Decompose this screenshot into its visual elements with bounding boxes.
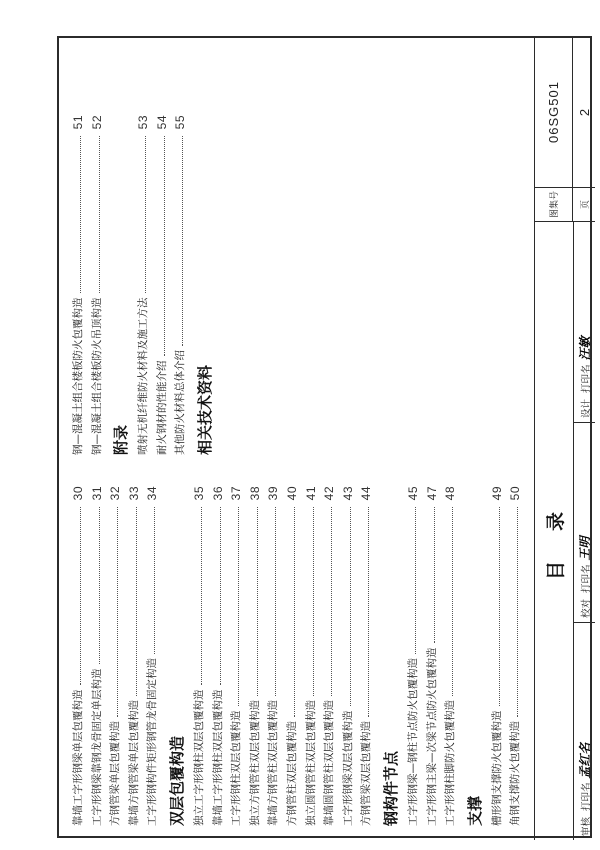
- title-block-right: [535, 37, 595, 222]
- document-title: 目录: [544, 482, 567, 581]
- toc-entry-page: 31: [89, 486, 104, 501]
- toc-entry-label: 钢—混凝土组合楼板防火吊顶构造: [90, 297, 103, 455]
- toc-entry[interactable]: [169, 115, 187, 455]
- toc-entry[interactable]: [86, 486, 104, 826]
- toc-entry-page: 43: [340, 486, 355, 501]
- toc-entry-label: 独立工字形钢柱双层包覆构造: [193, 689, 205, 826]
- toc-entry-label: 工字形钢主梁—次梁节点防火包覆构造: [425, 647, 438, 826]
- toc-entry[interactable]: [439, 486, 457, 826]
- toc-entry-label: 独立圆钢管柱双层包覆构造: [304, 700, 317, 826]
- toc-entry[interactable]: [132, 115, 150, 455]
- check-cell: [574, 422, 595, 622]
- toc-entry-label: 靠墙方钢管柱双层包覆构造: [267, 700, 280, 826]
- toc-entry-label: 耐火钢材的性能介绍: [155, 360, 168, 455]
- toc-entry[interactable]: [104, 486, 122, 826]
- toc-entry[interactable]: [402, 486, 420, 826]
- section-heading: 附录: [112, 424, 131, 455]
- toc-column-right: [67, 95, 527, 455]
- toc-entry-label: 独立方钢管柱双层包覆构造: [248, 700, 261, 826]
- toc-entry-label: 喷射无机纤维防火材料及施工方法: [137, 297, 150, 455]
- toc-column-left: [67, 466, 527, 826]
- toc-entry-label: 靠墙方钢管梁单层包覆构造: [127, 700, 140, 826]
- audit-cell: [574, 622, 595, 840]
- toc-entry-page: 30: [71, 486, 85, 501]
- toc-entry-page: 49: [489, 486, 504, 501]
- toc-entry-label: 工字形钢柱脚防火包覆构造: [444, 700, 457, 826]
- toc-entry-page: 33: [126, 486, 141, 501]
- design-signature: 汪敏: [578, 336, 592, 361]
- page-number: 2: [576, 107, 592, 117]
- dot-leader: [153, 507, 155, 654]
- toc-entry-page: 45: [406, 486, 420, 501]
- section-heading: 双层包覆构造: [168, 735, 186, 826]
- toc-entry-label: 工字形钢梁—钢柱节点防火包覆构造: [407, 658, 419, 826]
- signature-row: [574, 222, 595, 840]
- dot-leader: [498, 507, 500, 707]
- check-signature: 王明: [578, 536, 592, 561]
- toc-entry-page: 38: [247, 486, 262, 501]
- dot-leader: [79, 136, 81, 294]
- page-row: [573, 37, 595, 221]
- toc-entry-label: 工字形钢梁双层包覆构造: [341, 710, 354, 826]
- dot-leader: [367, 507, 369, 717]
- toc-entry-page: 47: [424, 486, 439, 501]
- toc-entry[interactable]: [123, 486, 141, 826]
- dot-leader: [237, 507, 239, 707]
- atlas-row: [535, 37, 573, 221]
- toc-entry-page: 39: [266, 486, 281, 501]
- toc-entry-label: 角钢支撑防火包覆构造: [509, 721, 522, 826]
- drawing-frame: [57, 36, 592, 838]
- toc-entry[interactable]: [67, 486, 85, 826]
- toc-entry[interactable]: [486, 486, 504, 826]
- toc-entry[interactable]: [318, 486, 336, 826]
- dot-leader: [135, 507, 137, 696]
- toc-entry-page: 36: [210, 486, 225, 501]
- rotated-sheet: [59, 38, 594, 840]
- audit-signature: 孟红名: [578, 742, 592, 779]
- dot-leader: [256, 507, 258, 696]
- toc-entry[interactable]: [86, 115, 104, 455]
- dot-leader: [219, 507, 221, 686]
- dot-leader: [144, 136, 146, 294]
- toc-entry[interactable]: [67, 115, 85, 455]
- toc-entry-label: 方钢管柱双层包覆构造: [286, 721, 298, 826]
- toc-entry-label: 方钢管梁双层包覆构造: [360, 721, 373, 826]
- toc-entry-page: 48: [443, 486, 458, 501]
- dot-leader: [200, 507, 202, 686]
- design-cell: [574, 222, 595, 422]
- section-heading: 支撑: [465, 795, 484, 826]
- dot-leader: [293, 507, 295, 717]
- toc-entry[interactable]: [141, 486, 159, 826]
- toc-entry-label: 其他防火材料总体介绍: [174, 350, 187, 455]
- check-label: 校对: [580, 598, 592, 618]
- dot-leader: [312, 507, 314, 696]
- toc-entry[interactable]: [421, 486, 439, 826]
- toc-entry[interactable]: [262, 486, 280, 826]
- toc-entry-page: 44: [359, 486, 374, 501]
- dot-leader: [163, 136, 165, 357]
- toc-entry-label: 靠墙工字形钢柱双层包覆构造: [211, 689, 224, 826]
- toc-entry-label: 工字形钢柱双层包覆构造: [230, 710, 243, 826]
- toc-entry[interactable]: [207, 486, 225, 826]
- toc-entry-label: 钢—混凝土组合楼板防火包覆构造: [72, 297, 84, 455]
- toc-entry-page: 35: [192, 486, 206, 501]
- toc-entry[interactable]: [281, 486, 299, 826]
- dot-leader: [349, 507, 351, 707]
- dot-leader: [79, 507, 81, 686]
- toc-entry-page: 34: [145, 486, 160, 501]
- dot-leader: [433, 507, 435, 644]
- title-block: [534, 38, 595, 840]
- toc-entry[interactable]: [151, 115, 169, 455]
- dot-leader: [451, 507, 453, 696]
- audit-label: 审核: [580, 816, 592, 836]
- dot-leader: [516, 507, 518, 717]
- dot-leader: [98, 136, 100, 294]
- toc-entry-page: 50: [508, 486, 523, 501]
- dot-leader: [274, 507, 276, 696]
- toc-entry-page: 40: [285, 486, 299, 501]
- section-heading: 钢构件节点: [382, 750, 400, 826]
- toc-entry-label: 工字形钢构件矩形钢管龙骨固定构造: [146, 658, 159, 826]
- dot-leader: [98, 507, 100, 665]
- atlas-number: 06SG501: [546, 81, 561, 143]
- toc-entry-page: 55: [173, 115, 188, 130]
- toc-entry-page: 53: [136, 115, 151, 130]
- toc-entry-label: 方钢管梁单层包覆构造: [109, 721, 122, 826]
- toc-entry-label: 工字形钢梁靠钢龙骨固定单层构造: [90, 668, 103, 826]
- toc-entry-page: 51: [71, 115, 85, 130]
- audit-print-label: 打印名: [580, 782, 592, 811]
- toc-entry[interactable]: [244, 486, 262, 826]
- dot-leader: [181, 136, 183, 346]
- atlas-label: 图集号: [535, 187, 572, 221]
- toc-entry-page: 54: [154, 115, 169, 130]
- toc-entry[interactable]: [355, 486, 373, 826]
- toc-entry[interactable]: [337, 486, 355, 826]
- toc-entry-page: 37: [229, 486, 244, 501]
- toc-entry-page: 42: [322, 486, 337, 501]
- check-print-label: 打印名: [580, 564, 592, 593]
- toc-entry-label: 靠墙圆钢管柱双层包覆构造: [323, 700, 336, 826]
- toc-entry[interactable]: [188, 486, 206, 826]
- toc-entry-page: 32: [108, 486, 123, 501]
- toc-entry[interactable]: [225, 486, 243, 826]
- dot-leader: [116, 507, 118, 717]
- toc-entry-page: 41: [303, 486, 318, 501]
- toc-entry[interactable]: [504, 486, 522, 826]
- toc-entry-label: 槽形钢支撑防火包覆构造: [490, 710, 503, 826]
- design-print-label: 打印名: [580, 364, 592, 393]
- section-heading: 相关技术资料: [196, 364, 214, 455]
- dot-leader: [330, 507, 332, 696]
- toc-entry-page: 52: [89, 115, 104, 130]
- design-label: 设计: [580, 398, 592, 418]
- toc-entry-label: 靠墙工字形钢梁单层包覆构造: [72, 689, 84, 826]
- page-label: 页: [573, 187, 595, 221]
- dot-leader: [414, 507, 416, 654]
- toc-entry[interactable]: [300, 486, 318, 826]
